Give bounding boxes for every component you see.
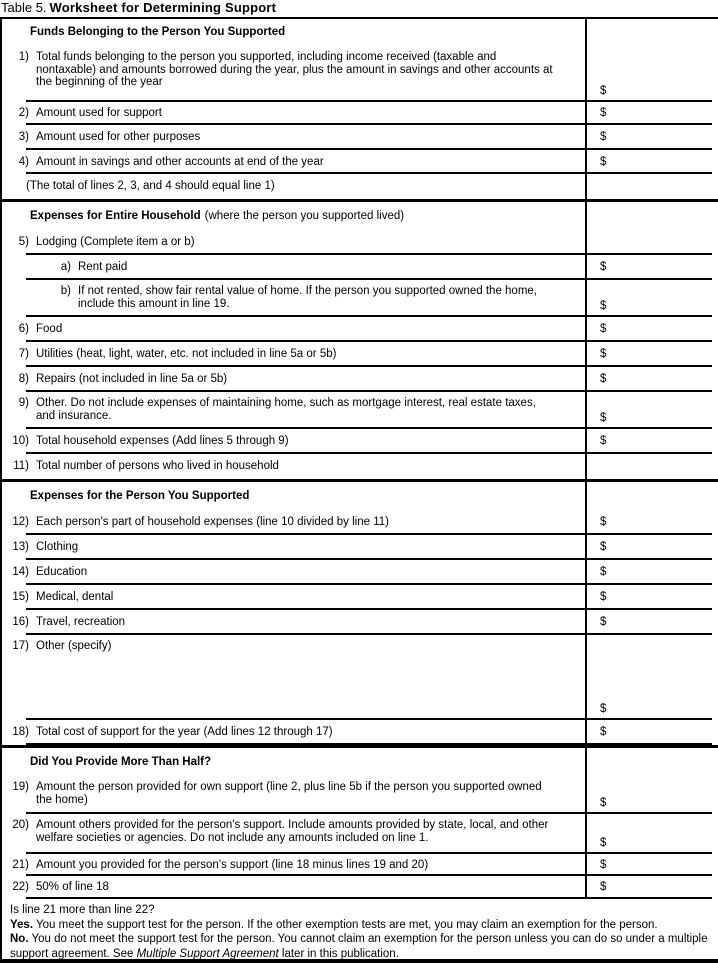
row-8	[2, 367, 718, 392]
yes-label: Yes.	[10, 918, 34, 931]
row-20	[2, 814, 718, 854]
row-12	[2, 510, 718, 535]
row-number: 2)	[18, 107, 29, 120]
no-label: No.	[10, 933, 29, 946]
row-text: Total funds belonging to the person you supported, including income received (taxable and nontaxable) and amounts borrowed during the year, plus the amount in savings and other accounts at the beginning of the year	[36, 51, 553, 88]
row-text: Amount used for other purposes	[36, 131, 201, 144]
worksheet-table	[0, 17, 718, 963]
row-description	[2, 814, 585, 854]
amount-cell	[585, 776, 718, 814]
dollar-sign: $	[600, 107, 607, 120]
row-description	[2, 720, 585, 745]
section-header-person	[2, 482, 718, 510]
row-5	[2, 230, 718, 255]
row-number: 5)	[18, 236, 29, 249]
amount-cell	[585, 585, 718, 610]
row-9	[2, 392, 718, 429]
row-description	[2, 510, 585, 535]
row-number: 22)	[12, 881, 29, 894]
row-15	[2, 585, 718, 610]
section-title: Funds Belonging to the Person You Supported	[30, 26, 286, 39]
amount-cell	[585, 635, 718, 720]
row-21	[2, 854, 718, 876]
dollar-sign: $	[600, 84, 607, 97]
row-4	[2, 150, 718, 174]
reference-italic: Multiple Support Agreement	[136, 947, 279, 960]
row-number: 16)	[12, 616, 29, 629]
row-number: 8)	[18, 373, 29, 386]
dollar-sign: $	[600, 261, 607, 274]
amount-cell	[585, 255, 718, 280]
note-row	[2, 174, 718, 199]
row-description	[2, 610, 585, 635]
row-11	[2, 454, 718, 479]
section-divider	[2, 199, 718, 202]
dollar-sign: $	[600, 348, 607, 361]
row-description	[2, 854, 585, 876]
row-text: Amount others provided for the person's support. Include amounts provided by state, local, and other welfare societies or agencies. Do not include any amounts included on line 1.	[36, 819, 549, 844]
section-title: Did You Provide More Than Half?	[30, 755, 212, 768]
footer-question: Is line 21 more than line 22?	[10, 904, 155, 916]
section-divider	[2, 745, 718, 748]
dollar-sign: $	[600, 155, 607, 168]
row-number: 17)	[12, 640, 29, 652]
dollar-sign: $	[600, 796, 607, 809]
amount-cell	[585, 392, 718, 429]
row-text: Food	[36, 323, 63, 336]
dollar-sign: $	[600, 591, 607, 604]
row-text: Amount used for support	[36, 107, 162, 120]
dollar-sign: $	[600, 702, 607, 715]
row-description	[2, 635, 585, 720]
amount-cell	[585, 280, 718, 317]
dollar-sign: $	[600, 881, 607, 894]
row-text: Utilities (heat, light, water, etc. not included in line 5a or 5b)	[36, 348, 337, 361]
row-number: 4)	[18, 155, 29, 168]
row-number: 1)	[18, 51, 29, 63]
row-text: If not rented, show fair rental value of home. If the person you supported owned the home, include this amount in line 19.	[78, 285, 538, 310]
row-description	[2, 560, 585, 585]
amount-cell	[585, 125, 718, 150]
row-number: 7)	[18, 348, 29, 361]
amount-cell	[585, 854, 718, 876]
row-description	[2, 230, 585, 255]
dollar-sign: $	[600, 858, 607, 871]
row-2	[2, 102, 718, 125]
row-description	[2, 454, 585, 479]
row-number: b)	[60, 285, 71, 297]
row-5a	[2, 255, 718, 280]
row-description	[2, 342, 585, 367]
row-description	[2, 535, 585, 560]
row-description	[2, 46, 585, 102]
row-22	[2, 876, 718, 899]
section-subtitle: (where the person you supported lived)	[204, 209, 405, 222]
row-14	[2, 560, 718, 585]
dollar-sign: $	[600, 726, 607, 739]
footer-no-line: No. You do not meet the support test for the person. You cannot claim an exemption for the person unless you can do so under a multiple support agreement. See Multiple Support Agreement later in this publication.	[10, 933, 708, 960]
row-3	[2, 125, 718, 150]
section-title: Expenses for the Person You Supported	[30, 489, 250, 502]
row-13	[2, 535, 718, 560]
row-number: 11)	[13, 460, 29, 473]
amount-cell	[585, 46, 718, 102]
row-text: Education	[36, 566, 88, 579]
row-number: 14)	[12, 566, 29, 579]
amount-cell	[585, 150, 718, 174]
row-number: 21)	[12, 858, 29, 871]
amount-cell	[585, 102, 718, 125]
amount-cell	[585, 720, 718, 745]
row-number: 15)	[12, 591, 29, 604]
row-7	[2, 342, 718, 367]
amount-cell	[585, 317, 718, 342]
row-18	[2, 720, 718, 745]
row-description	[2, 125, 585, 150]
dollar-sign: $	[600, 541, 607, 554]
section-header-half	[2, 748, 718, 776]
row-number: 9)	[18, 397, 29, 409]
dollar-sign: $	[600, 616, 607, 629]
support-test-result-note	[2, 899, 718, 959]
row-text: Total number of persons who lived in household	[36, 460, 279, 473]
amount-cell	[585, 367, 718, 392]
section-header-funds	[2, 19, 718, 46]
dollar-sign: $	[600, 435, 607, 448]
row-number: 6)	[18, 323, 29, 336]
row-number: 19)	[12, 781, 29, 793]
row-text: Other (specify)	[36, 640, 112, 652]
row-number: 20)	[12, 819, 29, 831]
dollar-sign: $	[600, 836, 607, 849]
row-description	[2, 102, 585, 125]
dollar-sign: $	[600, 373, 607, 386]
row-description	[2, 280, 585, 317]
amount-cell	[585, 429, 718, 454]
dollar-sign: $	[600, 323, 607, 336]
section-header-household	[2, 202, 718, 230]
row-description	[2, 392, 585, 429]
note-text: (The total of lines 2, 3, and 4 should equal line 1)	[26, 180, 275, 193]
footer-yes-line: Yes. You meet the support test for the person. If the other exemption tests are met, you may claim an exemption for the person.	[10, 918, 658, 931]
amount-cell	[585, 814, 718, 854]
amount-cell	[585, 560, 718, 585]
dollar-sign: $	[600, 131, 607, 144]
row-description	[2, 776, 585, 814]
row-description	[2, 367, 585, 392]
amount-cell	[585, 876, 718, 899]
row-text: Lodging (Complete item a or b)	[36, 236, 195, 249]
row-description	[2, 174, 585, 199]
dollar-sign: $	[600, 566, 607, 579]
row-description	[2, 150, 585, 174]
table-title-text: Worksheet for Determining Support	[49, 0, 277, 15]
row-text: Medical, dental	[36, 591, 114, 604]
row-5b	[2, 280, 718, 317]
amount-cell	[585, 535, 718, 560]
row-number: 13)	[12, 541, 29, 554]
row-1	[2, 46, 718, 102]
dollar-sign: $	[600, 516, 607, 529]
row-10	[2, 429, 718, 454]
row-text: Each person's part of household expenses (line 10 divided by line 11)	[36, 516, 389, 529]
row-text: Other. Do not include expenses of maintaining home, such as mortgage interest, real estate taxes, and insurance.	[36, 397, 536, 422]
amount-cell	[585, 510, 718, 535]
amount-cell	[585, 342, 718, 367]
section-title: Expenses for Entire Household	[30, 209, 201, 222]
row-17	[2, 635, 718, 720]
row-description	[2, 429, 585, 454]
row-number: 3)	[18, 131, 29, 144]
section-divider	[2, 479, 718, 482]
row-description	[2, 255, 585, 280]
dollar-sign: $	[600, 411, 607, 424]
row-text: Repairs (not included in line 5a or 5b)	[36, 373, 228, 386]
row-text: Amount you provided for the person's support (line 18 minus lines 19 and 20)	[36, 858, 429, 871]
row-description	[2, 585, 585, 610]
table-number: Table 5.	[1, 0, 47, 15]
row-description	[2, 317, 585, 342]
row-text: Travel, recreation	[36, 616, 126, 629]
table-title	[0, 0, 718, 17]
row-text: Rent paid	[78, 261, 128, 274]
row-text: Total cost of support for the year (Add lines 12 through 17)	[36, 726, 333, 739]
row-number: a)	[60, 261, 71, 274]
row-number: 10)	[12, 435, 29, 448]
row-description	[2, 876, 585, 899]
row-text: 50% of line 18	[36, 881, 109, 894]
row-text: Total household expenses (Add lines 5 through 9)	[36, 435, 289, 448]
row-text: Clothing	[36, 541, 79, 554]
row-text: Amount the person provided for own support (line 2, plus line 5b if the person you supported owned the home)	[36, 781, 542, 806]
row-19	[2, 776, 718, 814]
row-6	[2, 317, 718, 342]
amount-column-divider	[585, 19, 587, 899]
row-text: Amount in savings and other accounts at end of the year	[36, 155, 324, 168]
row-number: 18)	[12, 726, 29, 739]
row-16	[2, 610, 718, 635]
row-number: 12)	[12, 516, 29, 529]
dollar-sign: $	[600, 299, 607, 312]
amount-cell	[585, 610, 718, 635]
